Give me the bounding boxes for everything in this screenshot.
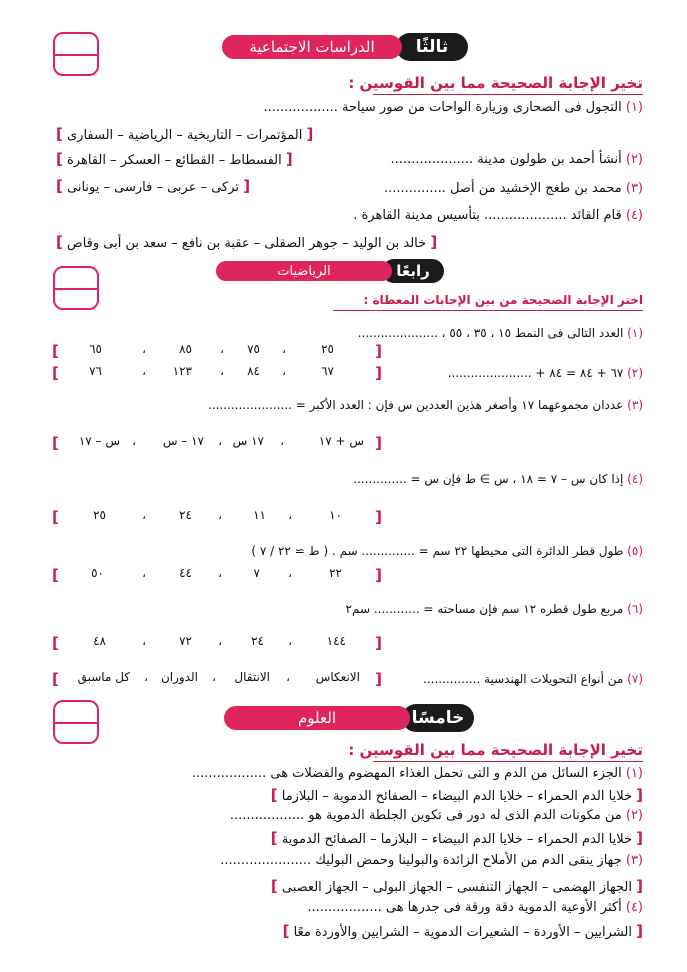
option: ٢٥ <box>93 508 106 522</box>
options-text: خلايا الدم الحمراء – خلايا الدم البيضاء – الصفائح الدموية – البلازما <box>281 789 632 804</box>
option: ١١ <box>253 508 266 522</box>
options-text: خالد بن الوليد – جوهر الصقلى – عقبة بن نافع – سعد بن أبى وقاص <box>67 236 427 251</box>
instruction-science: تخير الإجابة الصحيحة مما بين القوسين : <box>348 741 643 759</box>
options-text: الشرايين – الأوردة – الشعيرات الدموية – الشرايين والأوردة معًا <box>293 925 632 940</box>
question-number: (٣) <box>625 853 643 868</box>
question-math-4 <box>353 472 643 486</box>
options-science-3: [ الجهاز الهضمى – الجهاز التنفسى – الجهاز البولى – الجهاز العصبى ] <box>270 877 643 895</box>
options-science-2: [ خلايا الدم الحمراء – خلايا الدم البيضاء – البلازما – الصفائح الدموية ] <box>270 829 643 847</box>
question-text: من أنواع التحويلات الهندسية ............... <box>423 672 624 686</box>
options-text: الفسطاط – القطائع – العسكر – القاهرة <box>67 153 282 168</box>
option: الانتقال <box>234 670 270 684</box>
instruction-underline <box>333 310 643 311</box>
options-social-1: [ المؤتمرات – التاريخية – الرياضية – السفارى ] <box>56 125 314 143</box>
options-science-1: [ خلايا الدم الحمراء – خلايا الدم البيضاء – الصفائح الدموية – البلازما ] <box>270 786 643 804</box>
option: ٧٥ <box>247 342 260 356</box>
question-text: العدد التالى فى النمط ١٥ ، ٣٥ ، ٥٥ ، ..................... <box>357 326 624 340</box>
option: ٨٤ <box>247 364 260 378</box>
question-math-7 <box>423 672 643 686</box>
options-text: تركى – عربى – فارسى – يونانى <box>67 180 240 195</box>
option: ٨٥ <box>179 342 192 356</box>
options-social-3: [ تركى – عربى – فارسى – يونانى ] <box>56 177 251 195</box>
options-text: الجهاز الهضمى – الجهاز التنفسى – الجهاز البولى – الجهاز العصبى <box>281 880 632 895</box>
subject-pill-social: الدراسات الاجتماعية <box>222 35 402 59</box>
question-text: قام القائد .................... بتأسيس مدينة القاهرة . <box>353 208 622 223</box>
subject-pill-math: الرياضيات <box>216 261 392 281</box>
option: ٥٠ <box>91 566 104 580</box>
subject-pill-science: العلوم <box>224 706 410 730</box>
instruction-math: اختر الإجابة الصحيحة من بين الإجابات المعطاة : <box>363 293 643 307</box>
question-math-3 <box>208 398 643 412</box>
question-number: (٥) <box>627 544 643 558</box>
question-math-5 <box>251 544 643 558</box>
scorebox-social <box>53 32 99 76</box>
question-text: التجول فى الصحارى وزيارة الواحات من صور سياحة .................. <box>263 100 622 115</box>
option: ٤٤ <box>179 566 192 580</box>
question-science-3 <box>220 853 643 868</box>
option: ٧٢ <box>179 634 192 648</box>
option: كل ماسبق <box>77 670 130 684</box>
options-science-4: [ الشرايين – الأوردة – الشعيرات الدموية – الشرايين والأوردة معًا ] <box>282 922 643 940</box>
scorebox-math <box>53 266 99 310</box>
option: الانعكاس <box>315 670 360 684</box>
question-text: مربع طول قطره ١٢ سم فإن مساحته = ............ سم٢ <box>345 602 624 616</box>
question-math-6 <box>346 602 643 616</box>
question-social-1 <box>263 100 643 115</box>
question-number: (٣) <box>627 398 643 412</box>
question-number: (٤) <box>625 208 643 223</box>
question-science-4 <box>307 900 643 915</box>
section-label-social: ثالثًا <box>396 33 468 61</box>
question-number: (١) <box>625 766 643 781</box>
question-number: (٤) <box>625 900 643 915</box>
option: ٤٨ <box>93 634 106 648</box>
question-text: إذا كان س – ٧ = ١٨ ، س ∋ ط فإن س = .............. <box>353 472 624 486</box>
question-text: محمد بن طغج الإخشيد من أصل ............... <box>383 181 622 196</box>
question-number: (١) <box>627 326 643 340</box>
question-number: (٣) <box>625 181 643 196</box>
option: ٦٧ <box>321 364 334 378</box>
question-number: (٧) <box>627 672 643 686</box>
question-science-1 <box>192 766 643 781</box>
option: ١٤٤ <box>326 634 346 648</box>
option: ١٠ <box>329 508 342 522</box>
option: س – ١٧ <box>78 434 120 448</box>
option: ٢٤ <box>251 634 264 648</box>
option: ١٧ – س <box>162 434 204 448</box>
question-social-2 <box>391 152 643 167</box>
instruction-social: تخير الإجابة الصحيحة مما بين القوسين : <box>348 74 643 92</box>
question-social-3 <box>384 181 643 196</box>
question-number: (٢) <box>627 366 643 380</box>
options-social-2: [ الفسطاط – القطائع – العسكر – القاهرة ] <box>56 150 293 168</box>
option: ٢٢ <box>329 566 342 580</box>
option: ٧ <box>253 566 260 580</box>
question-text: أنشأ أحمد بن طولون مدينة .................... <box>390 152 622 167</box>
question-text: طول قطر الدائرة التى محيطها ٢٢ سم = .............. سم . ( ط ≃ ٢٢ / ٧ ) <box>251 544 624 558</box>
instruction-underline <box>373 761 643 762</box>
section-label-math: رابعًا <box>382 259 444 283</box>
option: ٢٤ <box>179 508 192 522</box>
question-text: من مكونات الدم الذى له دور فى تكوين الجلطة الدموية هو .................. <box>229 808 622 823</box>
question-number: (٢) <box>625 152 643 167</box>
question-number: (٢) <box>625 808 643 823</box>
option: س + ١٧ <box>318 434 364 448</box>
question-text: الجزء السائل من الدم و التى تحمل الغذاء المهضوم والفضلات هى .................. <box>191 766 622 781</box>
question-number: (١) <box>625 100 643 115</box>
question-number: (٤) <box>627 472 643 486</box>
section-label-science: خامسًا <box>402 704 474 732</box>
question-science-2 <box>230 808 643 823</box>
question-text: جهاز ينقى الدم من الأملاح الزائدة والبولينا وحمض البوليك ...................... <box>220 853 622 868</box>
option: ١٧ س <box>232 434 264 448</box>
options-social-4: [ خالد بن الوليد – جوهر الصقلى – عقبة بن نافع – سعد بن أبى وقاص ] <box>56 233 438 251</box>
question-math-1 <box>358 326 643 340</box>
option: ١٢٣ <box>172 364 192 378</box>
question-number: (٦) <box>627 602 643 616</box>
scorebox-science <box>53 700 99 744</box>
option: الدوران <box>160 670 198 684</box>
instruction-underline <box>373 94 643 95</box>
question-text: أكثر الأوعية الدموية دقة ورقة فى جدرها هى .................. <box>307 900 622 915</box>
question-math-2 <box>448 366 643 380</box>
option: ٢٥ <box>321 342 334 356</box>
question-text: ٦٧ + ٨٤ = ٨٤ + ...................... <box>447 366 624 380</box>
options-text: المؤتمرات – التاريخية – الرياضية – السفارى <box>67 128 303 143</box>
option: ٧٦ <box>89 364 102 378</box>
options-text: خلايا الدم الحمراء – خلايا الدم البيضاء – البلازما – الصفائح الدموية <box>281 832 632 847</box>
question-social-4 <box>353 208 643 223</box>
question-text: عددان مجموعهما ١٧ وأصغر هذين العددين س فإن : العدد الأكبر = ...................... <box>207 398 624 412</box>
option: ٦٥ <box>89 342 102 356</box>
